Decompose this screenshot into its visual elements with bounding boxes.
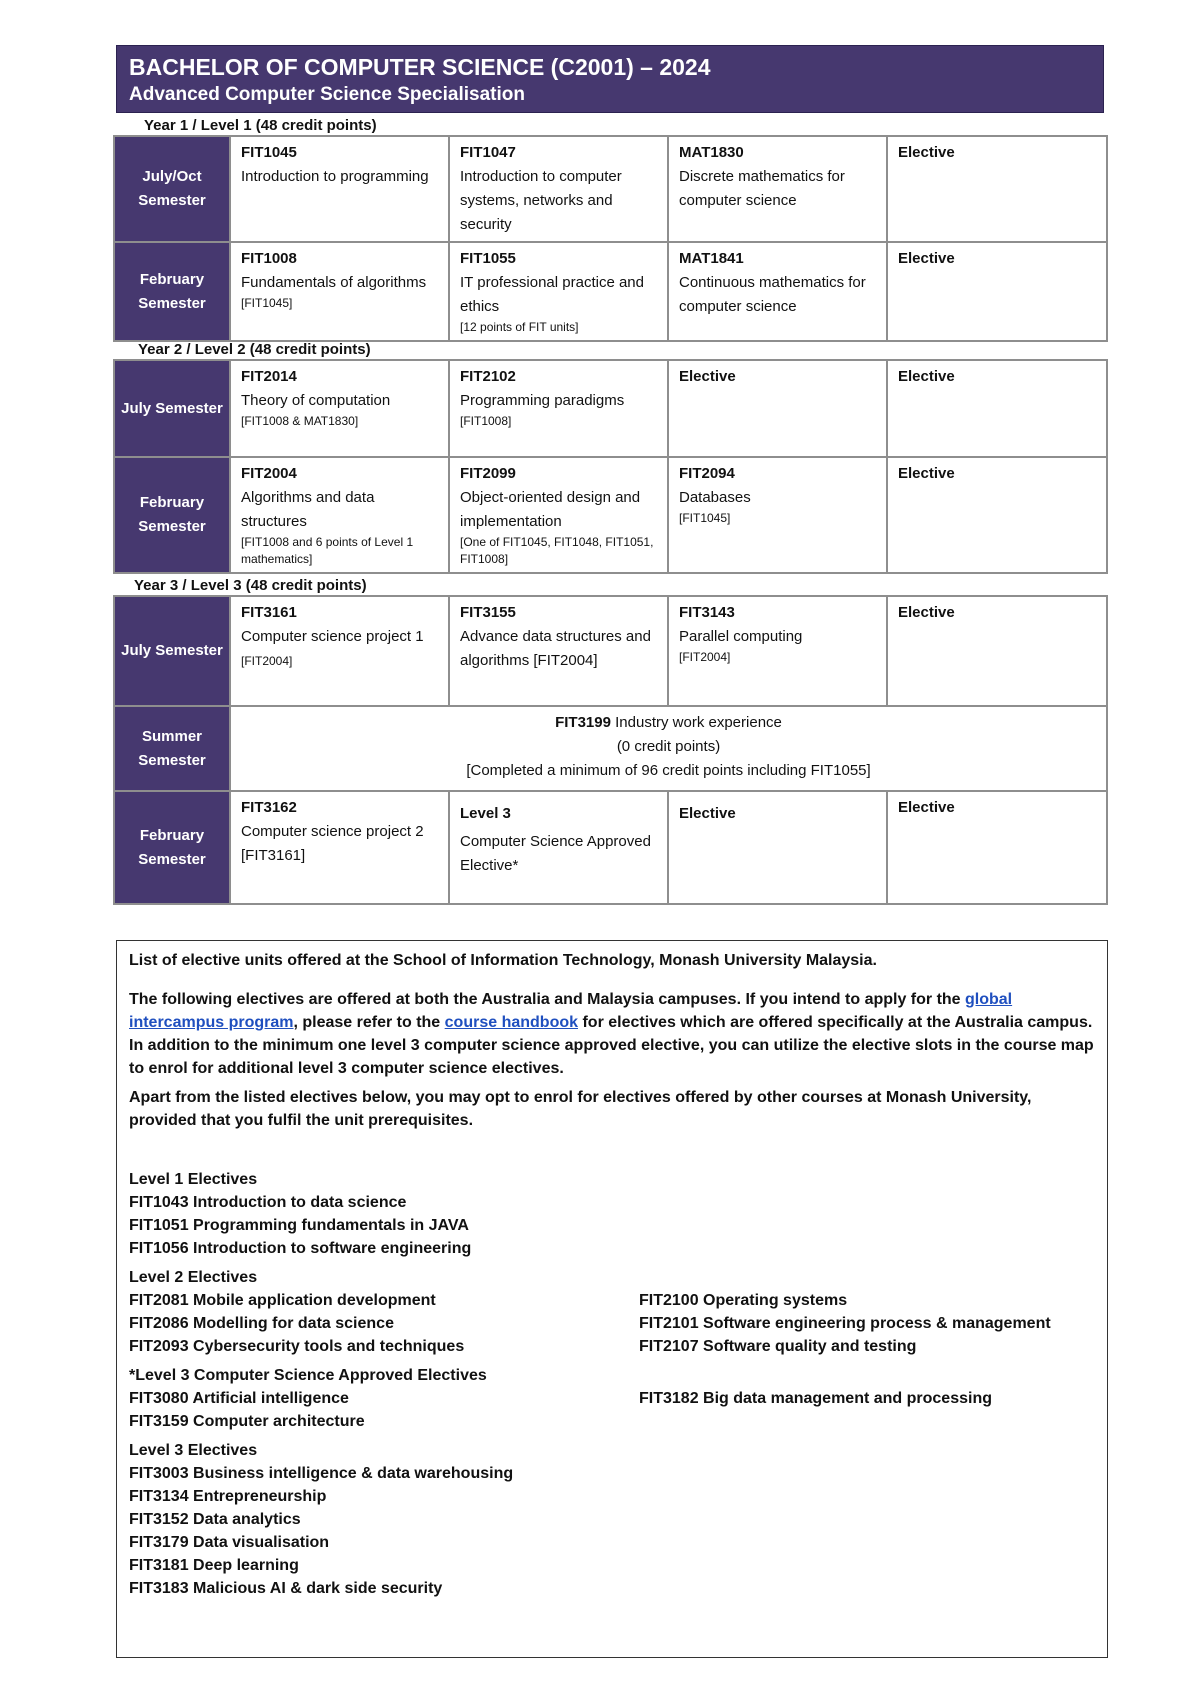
- electives-paragraph-1: The following electives are offered at both the Australia and Malaysia campuses. If you intend to apply for the global intercampus program, please refer to the course handbook for electives which are offered specifically at the Australia campus. In addition to the minimum one level 3 computer science approved elective, you can utilize the elective slots in the course map to enrol for additional level 3 computer science electives.: [129, 991, 1094, 1077]
- unit-cell: FIT3161 Computer science project 1 [FIT2004]: [230, 596, 449, 706]
- unit-cell: FIT1045 Introduction to programming: [230, 136, 449, 242]
- unit-cell: Elective: [887, 596, 1107, 706]
- year1-row-february: [114, 242, 1107, 341]
- list-item: FIT3159 Computer architecture: [129, 1413, 365, 1430]
- list-item: FIT3182 Big data management and processing: [639, 1390, 992, 1407]
- semester-label: July/Oct Semester: [114, 136, 230, 242]
- global-intercampus-link[interactable]: global intercampus program: [129, 991, 1013, 1031]
- page-header: [116, 45, 1104, 113]
- unit-cell: FIT1055 IT professional practice and ethics [12 points of FIT units]: [449, 242, 668, 341]
- year1-label: Year 1 / Level 1 (48 credit points): [144, 117, 377, 134]
- year2-row-february: [114, 457, 1107, 573]
- unit-cell: FIT2102 Programming paradigms [FIT1008]: [449, 360, 668, 457]
- unit-cell: FIT3162 Computer science project 2 [FIT3161]: [230, 791, 449, 904]
- unit-cell: FIT2099 Object-oriented design and implementation [One of FIT1045, FIT1048, FIT1051, FIT1008]: [449, 457, 668, 573]
- year2-table: [113, 359, 1108, 574]
- list-item: FIT1056 Introduction to software engineering: [129, 1240, 472, 1257]
- page-subtitle: Advanced Computer Science Specialisation: [129, 84, 525, 105]
- list-item: FIT2100 Operating systems: [639, 1292, 848, 1309]
- year1-row-july: [114, 136, 1107, 242]
- semester-label: February Semester: [114, 242, 230, 341]
- list-item: FIT2086 Modelling for data science: [129, 1315, 394, 1332]
- unit-cell: Elective: [668, 791, 887, 904]
- level3-electives: [129, 1439, 1095, 1600]
- unit-cell: MAT1830 Discrete mathematics for computer science: [668, 136, 887, 242]
- year3-row-february: [114, 791, 1107, 904]
- year2-row-july: [114, 360, 1107, 457]
- list-item: FIT3152 Data analytics: [129, 1511, 301, 1528]
- level2-title: Level 2 Electives: [129, 1269, 258, 1286]
- unit-cell: FIT3155 Advance data structures and algorithms [FIT2004]: [449, 596, 668, 706]
- list-item: FIT3080 Artificial intelligence: [129, 1390, 349, 1407]
- unit-cell: Elective: [887, 791, 1107, 904]
- level1-electives: [129, 1168, 1095, 1260]
- list-item: FIT3181 Deep learning: [129, 1557, 299, 1574]
- approved-electives: [129, 1364, 1095, 1433]
- electives-paragraph-2: Apart from the listed electives below, you may opt to enrol for electives offered by other courses at Monash University, provided that you fulfil the unit prerequisites.: [129, 1089, 1032, 1129]
- year2-label: Year 2 / Level 2 (48 credit points): [138, 341, 371, 358]
- list-item: FIT1043 Introduction to data science: [129, 1194, 407, 1211]
- unit-cell: FIT2014 Theory of computation [FIT1008 & MAT1830]: [230, 360, 449, 457]
- unit-cell: FIT1008 Fundamentals of algorithms [FIT1045]: [230, 242, 449, 341]
- unit-cell: FIT1047 Introduction to computer systems, networks and security: [449, 136, 668, 242]
- course-handbook-link[interactable]: course handbook: [444, 1014, 579, 1031]
- list-item: FIT3179 Data visualisation: [129, 1534, 330, 1551]
- year3-table: [113, 595, 1108, 905]
- semester-label: Summer Semester: [114, 706, 230, 791]
- unit-cell: Elective: [887, 242, 1107, 341]
- level3-title: Level 3 Electives: [129, 1442, 258, 1459]
- unit-cell: MAT1841 Continuous mathematics for computer science: [668, 242, 887, 341]
- unit-cell: FIT2004 Algorithms and data structures [FIT1008 and 6 points of Level 1 mathematics]: [230, 457, 449, 573]
- approved-title: *Level 3 Computer Science Approved Electives: [129, 1367, 487, 1384]
- electives-box: [116, 940, 1108, 1658]
- year3-row-july: [114, 596, 1107, 706]
- semester-label: February Semester: [114, 791, 230, 904]
- page-title: BACHELOR OF COMPUTER SCIENCE (C2001) – 2024: [129, 54, 711, 80]
- unit-cell: Elective: [668, 360, 887, 457]
- year3-label: Year 3 / Level 3 (48 credit points): [134, 577, 367, 594]
- semester-label: July Semester: [114, 360, 230, 457]
- level2-electives: [129, 1266, 1095, 1358]
- list-item: FIT2093 Cybersecurity tools and techniques: [129, 1338, 465, 1355]
- unit-cell: FIT3143 Parallel computing [FIT2004]: [668, 596, 887, 706]
- unit-cell: FIT2094 Databases [FIT1045]: [668, 457, 887, 573]
- list-item: FIT2107 Software quality and testing: [639, 1338, 917, 1355]
- unit-cell: Level 3 Computer Science Approved Elective*: [449, 791, 668, 904]
- list-item: FIT3183 Malicious AI & dark side security: [129, 1580, 443, 1597]
- level1-title: Level 1 Electives: [129, 1171, 258, 1188]
- unit-cell: Elective: [887, 360, 1107, 457]
- electives-intro: List of elective units offered at the School of Information Technology, Monash University Malaysia.: [129, 952, 877, 969]
- year1-table: [113, 135, 1108, 342]
- list-item: FIT1051 Programming fundamentals in JAVA: [129, 1217, 469, 1234]
- year3-row-summer: [114, 706, 1107, 791]
- unit-cell: Elective: [887, 136, 1107, 242]
- semester-label: February Semester: [114, 457, 230, 573]
- list-item: FIT2101 Software engineering process & management: [639, 1315, 1051, 1332]
- list-item: FIT3134 Entrepreneurship: [129, 1488, 327, 1505]
- list-item: FIT2081 Mobile application development: [129, 1292, 436, 1309]
- industry-experience-cell: FIT3199 Industry work experience (0 credit points) [Completed a minimum of 96 credit points including FIT1055]: [230, 706, 1107, 791]
- unit-cell: Elective: [887, 457, 1107, 573]
- semester-label: July Semester: [114, 596, 230, 706]
- list-item: FIT3003 Business intelligence & data warehousing: [129, 1465, 514, 1482]
